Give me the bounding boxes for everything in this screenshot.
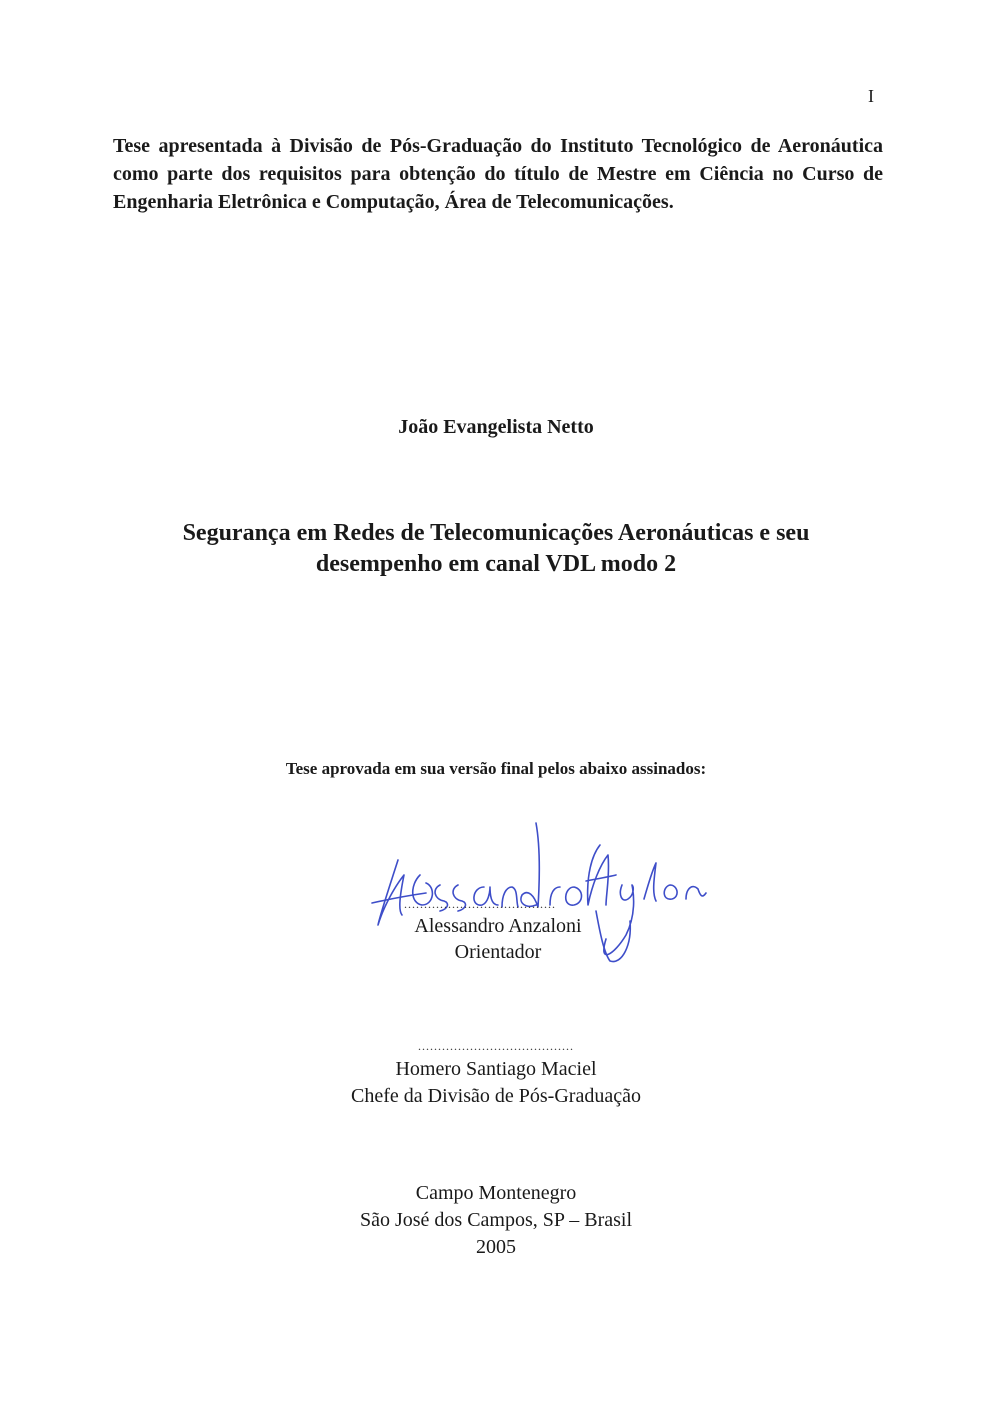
place-line-2: São José dos Campos, SP – Brasil <box>359 1209 633 1231</box>
advisor-name: Alessandro Anzaloni <box>414 915 582 937</box>
author-name: João Evangelista Netto <box>398 416 594 438</box>
thesis-intro-paragraph: Tese apresentada à Divisão de Pós-Graduação do Instituto Tecnológico de Aeronáutica como parte dos requisitos para obtenção do título de Mestre em Ciência no Curso de Engenharia Eletrônica e Computação, Área de Telecomunicações. <box>113 135 883 213</box>
thesis-title-line-2: desempenho em canal VDL modo 2 <box>315 551 677 577</box>
chief-block <box>0 1056 992 1110</box>
chief-role: Chefe da Divisão de Pós-Graduação <box>351 1085 641 1107</box>
advisor-block <box>396 913 600 965</box>
page-number: I <box>868 86 874 106</box>
place-line-1: Campo Montenegro <box>415 1182 577 1204</box>
place-block <box>0 1180 992 1261</box>
place-year: 2005 <box>476 1236 516 1258</box>
advisor-signature-line: ...................................... <box>404 898 556 910</box>
thesis-title <box>0 518 992 580</box>
advisor-role: Orientador <box>454 941 542 963</box>
chief-signature-line: ....................................... <box>418 1040 574 1052</box>
thesis-title-line-1: Segurança em Redes de Telecomunicações Aeronáuticas e seu <box>182 520 810 546</box>
approval-statement: Tese aprovada em sua versão final pelos abaixo assinados: <box>285 759 707 778</box>
chief-name: Homero Santiago Maciel <box>395 1058 597 1080</box>
